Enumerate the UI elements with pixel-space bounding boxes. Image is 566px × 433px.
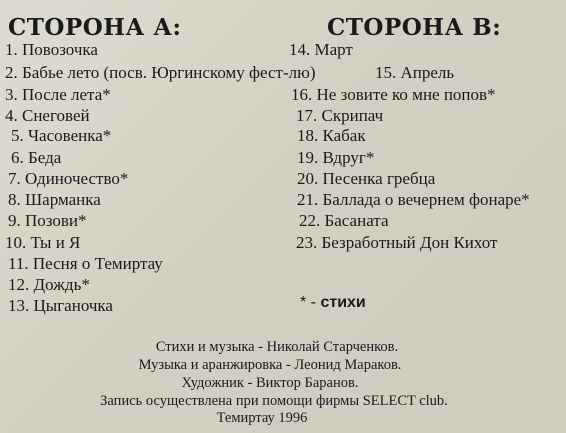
track-8: 8. Шарманка	[8, 190, 101, 209]
side-a-heading: СТОРОНА А:	[8, 14, 182, 41]
track-11: 11. Песня о Темиртау	[8, 254, 163, 273]
track-18: 18. Кабак	[297, 126, 366, 145]
track-1: 1. Повозочка	[5, 40, 98, 59]
credit-recording: Запись осуществлена при помощи фирмы SELECT club.	[100, 393, 448, 409]
track-20: 20. Песенка гребца	[297, 169, 436, 188]
footnote-text: стихи	[320, 294, 366, 311]
track-5: 5. Часовенка*	[11, 126, 112, 145]
track-12: 12. Дождь*	[8, 275, 90, 294]
track-9: 9. Позови*	[8, 211, 87, 230]
side-b-heading: СТОРОНА В:	[327, 14, 502, 41]
track-2: 2. Бабье лето (посв. Юргинскому фест-лю)	[5, 63, 316, 82]
footnote	[300, 294, 366, 312]
credit-arrangement: Музыка и аранжировка - Леонид Мараков.	[138, 357, 402, 373]
track-21: 21. Баллада о вечернем фонаре*	[297, 190, 530, 209]
track-15: 15. Апрель	[375, 63, 455, 82]
track-13: 13. Цыганочка	[8, 296, 113, 315]
track-22: 22. Басаната	[299, 211, 389, 230]
track-14: 14. Март	[289, 40, 353, 59]
track-17: 17. Скрипач	[296, 106, 384, 125]
credit-place-year: Темиртау 1996	[216, 410, 308, 426]
track-10: 10. Ты и Я	[5, 233, 81, 252]
track-7: 7. Одиночество*	[8, 169, 129, 188]
track-16: 16. Не зовите ко мне попов*	[291, 85, 496, 104]
credit-lyrics-music: Стихи и музыка - Николай Старченков.	[155, 339, 399, 355]
track-23: 23. Безработный Дон Кихот	[296, 233, 498, 252]
track-19: 19. Вдруг*	[297, 148, 375, 167]
credit-artist: Художник - Виктор Баранов.	[181, 375, 359, 391]
track-3: 3. После лета*	[5, 85, 111, 104]
footnote-marker: * -	[300, 294, 321, 311]
track-4: 4. Снеговей	[5, 106, 90, 125]
track-6: 6. Беда	[11, 148, 62, 167]
